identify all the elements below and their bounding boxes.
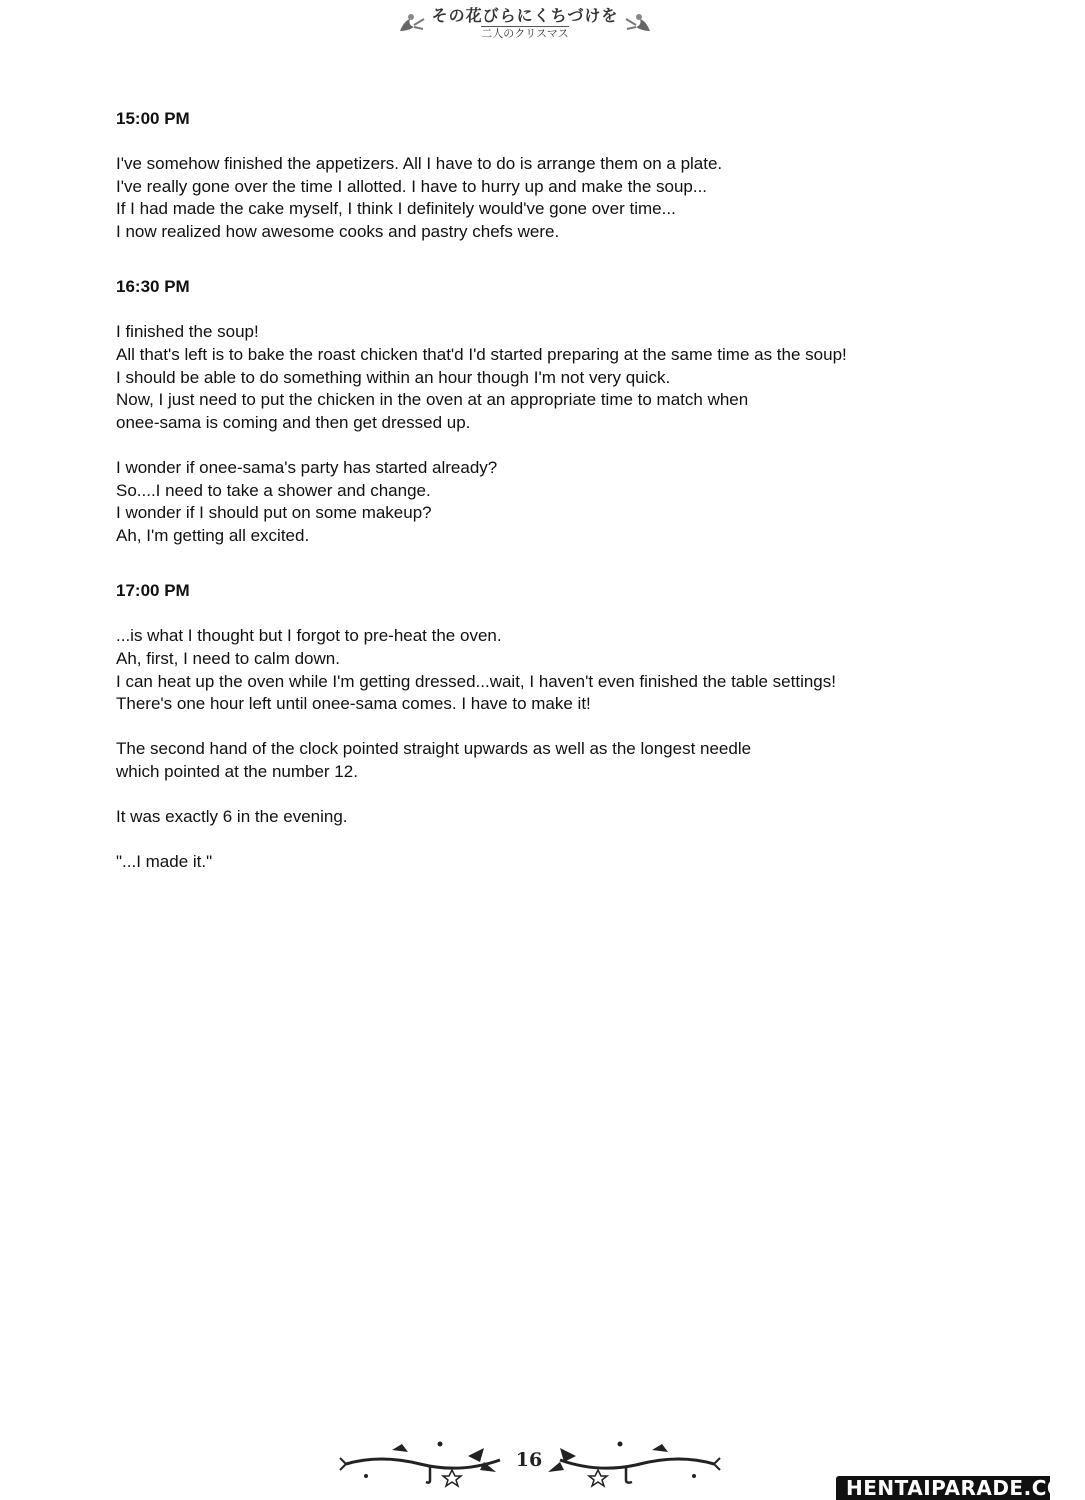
paragraph (116, 625, 976, 715)
text-line: "...I made it." (116, 852, 213, 872)
text-line: Now, I just need to put the chicken in the oven at an appropriate time to match when (116, 390, 749, 410)
text-line: I wonder if onee-sama's party has started already? (116, 457, 498, 477)
text-line: which pointed at the number 12. (116, 761, 358, 781)
section-time: 16:30 PM (116, 277, 190, 297)
header-title: その花びらにくちづけを (431, 6, 619, 25)
paragraph (116, 321, 976, 434)
text-line: ...is what I thought but I forgot to pre-heat the oven. (116, 626, 502, 646)
text-line: Ah, I'm getting all excited. (116, 525, 310, 545)
text-line: I can heat up the oven while I'm getting dressed...wait, I haven't even finished the table settings! (116, 671, 836, 691)
text-line: onee-sama is coming and then get dressed up. (116, 412, 471, 432)
paragraph (116, 851, 976, 874)
header-subtitle: 二人のクリスマス (481, 27, 569, 40)
text-line: It was exactly 6 in the evening. (116, 807, 348, 827)
text-line: I finished the soup! (116, 322, 259, 342)
text-line: I wonder if I should put on some makeup? (116, 503, 432, 523)
text-line: If I had made the cake myself, I think I definitely would've gone over time... (116, 199, 676, 219)
paragraph (116, 153, 976, 243)
section-time: 17:00 PM (116, 581, 190, 601)
bell-ornament-icon (396, 11, 426, 37)
text-line: Ah, first, I need to calm down. (116, 648, 340, 668)
time-section (116, 276, 976, 547)
page-footer (340, 1436, 720, 1488)
time-section (116, 108, 976, 243)
paragraph (116, 457, 976, 547)
text-line: I've somehow finished the appetizers. All I have to do is arrange them on a plate. (116, 154, 723, 173)
watermark-logo: HENTAIPARADE.COM (836, 1476, 1050, 1500)
page-number: 16 (515, 1449, 543, 1471)
text-line: I now realized how awesome cooks and pastry chefs were. (116, 221, 560, 241)
text-line: I should be able to do something within an hour though I'm not very quick. (116, 367, 671, 387)
time-section (116, 580, 976, 874)
page-header (0, 8, 1050, 42)
section-time: 15:00 PM (116, 109, 190, 128)
paragraph (116, 806, 976, 829)
bell-ornament-icon (624, 11, 654, 37)
page-content (116, 108, 976, 896)
text-line: There's one hour left until onee-sama comes. I have to make it! (116, 694, 591, 714)
text-line: So....I need to take a shower and change. (116, 480, 431, 500)
paragraph (116, 738, 976, 783)
text-line: The second hand of the clock pointed straight upwards as well as the longest needle (116, 739, 752, 759)
text-line: I've really gone over the time I allotted. I have to hurry up and make the soup... (116, 176, 708, 196)
text-line: All that's left is to bake the roast chicken that'd I'd started preparing at the same time as the soup! (116, 344, 847, 364)
